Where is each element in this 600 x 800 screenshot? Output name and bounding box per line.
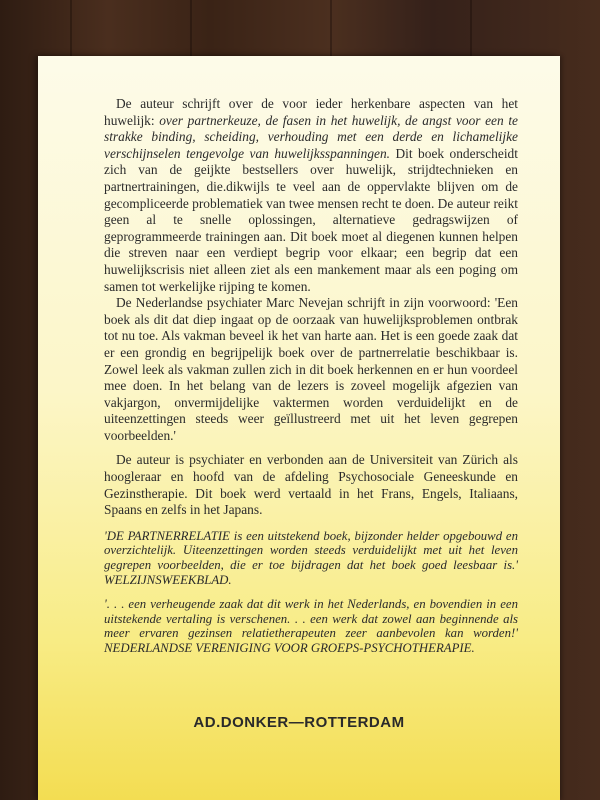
paragraph-1-rest: Dit boek onderscheidt zich van de geijkte bestsellers over huwelijk, strijdtechnieken en partnertrainingen, die.dikwijls te veel aan de oppervlakte blijven om de gecompliceerde problematiek van twee mensen recht te doen. De auteur reikt geen al te snelle oplossingen, alternatieve gedragswijzen of geprogrammeerde trainingen aan. Dit boek moet al diegenen kunnen helpen die streven naar een verdiept begrip voor elkaar; een begrip dat een huwelijkscrisis niet alleen ziet als een mankement maar als een poging om samen tot werkelijke rijping te komen. bbox=[104, 145, 518, 294]
publisher-name: AD.DONKER—ROTTERDAM bbox=[193, 714, 405, 731]
review-quote-1 bbox=[104, 529, 518, 587]
blurb-paragraph-1 bbox=[104, 96, 518, 295]
blurb-paragraph-3: De auteur is psychiater en verbonden aan de Universiteit van Zürich als hoogleraar en hoofd van de afdeling Psychosociale Geneeskunde en Gezinstherapie. Dit boek werd vertaald in het Frans, Engels, Italiaans, Spaans en zelfs in het Japans. bbox=[104, 452, 518, 518]
quote-2-source: NEDERLANDSE VERENIGING VOOR GROEPS-PSYCHOTHERAPIE. bbox=[104, 641, 475, 655]
quote-1-source: WELZIJNSWEEKBLAD. bbox=[104, 572, 232, 587]
quote-1-text: 'DE PARTNERRELATIE is een uitstekend boek, bijzonder helder opgebouwd en overzichtelijk. Uiteenzettingen worden steeds verduidelijkt met uit het leven gegrepen voorbeelden, die er toe bijdragen dat het boek goed leesbaar is.' bbox=[104, 528, 518, 573]
quote-2-text: '. . . een verheugende zaak dat dit werk in het Nederlands, en bovendien in een uitstekende vertaling is verschenen. . . een werk dat zowel aan beginnende als meer ervaren gezinsen relatietherapeuten zeer aanbevolen kan worden!' bbox=[104, 597, 518, 641]
paragraph-1-plain: De auteur schrijft over de voor ieder herkenbare aspecten van het huwelijk: bbox=[104, 96, 518, 128]
paragraph-1-italic: over partnerkeuze, de fasen in het huwelijk, de angst voor een te strakke binding, scheiding, verhouding met een derde en lichamelijke verschijnselen tengevolge van huwelijksspanningen. bbox=[104, 112, 518, 161]
review-quote-2 bbox=[104, 597, 518, 655]
blurb-text bbox=[104, 96, 518, 656]
blurb-paragraph-2: De Nederlandse psychiater Marc Nevejan schrijft in zijn voorwoord: 'Een boek als dit dat diep ingaat op de oorzaak van huwelijksproblemen ontbrak tot nu toe. Als vakman beveel ik het van harte aan. Het is een goede zaak dat er een grondig en begrijpelijk boek over de partnerrelatie beschikbaar is. Zowel leek als vakman zullen zich in dit boek herkennen en er hun voordeel mee doen. In het belang van de lezers is zoveel mogelijk afgezien van vakjargon, onvermijdelijke vaktermen worden verduidelijkt en de uiteenzettingen steeds weer geïllustreerd met uit het leven gegrepen voorbeelden.' bbox=[104, 295, 518, 443]
